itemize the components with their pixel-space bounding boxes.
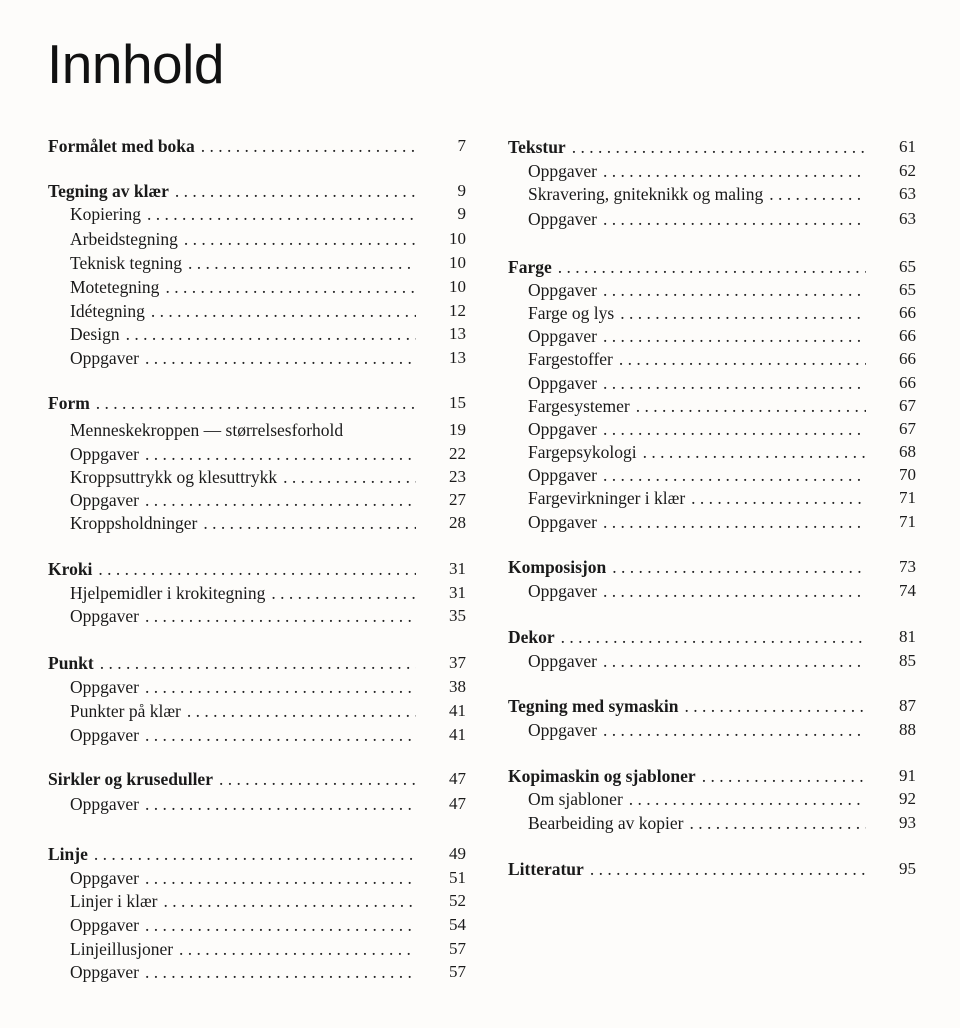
toc-entry <box>528 487 870 509</box>
dot-leader <box>603 650 866 672</box>
toc-page-number: 35 <box>449 606 466 625</box>
toc-page-number: 10 <box>449 229 466 248</box>
toc-page-number: 31 <box>449 559 466 578</box>
toc-entry-label: Oppgaver <box>528 280 598 300</box>
toc-entry-label: Oppgaver <box>528 209 598 229</box>
toc-entry <box>528 650 870 672</box>
toc-entry-label: Kroki <box>48 559 93 579</box>
toc-page-number: 10 <box>449 253 466 272</box>
toc-entry-label: Tegning av klær <box>48 181 169 201</box>
toc-page-number: 57 <box>449 939 466 958</box>
toc-entry-label: Kopiering <box>70 204 141 224</box>
toc-page-number: 66 <box>899 326 916 345</box>
dot-leader <box>603 372 866 394</box>
toc-entry-label: Kroppsholdninger <box>70 513 198 533</box>
toc-entry <box>528 372 870 394</box>
toc-entry-label: Hjelpemidler i krokitegning <box>70 583 266 603</box>
toc-page-number: 71 <box>899 488 916 507</box>
toc-section-heading <box>508 765 870 787</box>
toc-entry-label: Tegning med symaskin <box>508 696 679 716</box>
toc-page-number: 38 <box>449 677 466 696</box>
toc-page-number: 41 <box>449 701 466 720</box>
toc-entry-label: Litteratur <box>508 859 584 879</box>
toc-entry-label: Oppgaver <box>70 444 140 464</box>
toc-page-number: 51 <box>449 868 466 887</box>
toc-entry-label: Oppgaver <box>70 962 140 982</box>
dot-leader <box>603 464 866 486</box>
toc-entry-label: Kroppsuttrykk og klesuttrykk <box>70 467 278 487</box>
toc-entry-label: Linjeillusjoner <box>70 939 174 959</box>
toc-entry-label: Oppgaver <box>528 651 598 671</box>
toc-entry-label: Dekor <box>508 627 555 647</box>
dot-leader <box>603 160 866 182</box>
toc-page-number: 47 <box>449 794 466 813</box>
toc-page-number: 12 <box>449 301 466 320</box>
toc-section-heading <box>508 626 870 648</box>
toc-page-number: 92 <box>899 789 916 808</box>
toc-page-number: 41 <box>449 725 466 744</box>
toc-page-number: 68 <box>899 442 916 461</box>
dot-leader <box>561 626 866 648</box>
toc-entry-label: Oppgaver <box>528 326 598 346</box>
toc-page-number: 57 <box>449 962 466 981</box>
dot-leader <box>603 208 866 230</box>
toc-entry-label: Farge <box>508 257 552 277</box>
dot-leader <box>603 325 866 347</box>
toc-page-number: 93 <box>899 813 916 832</box>
toc-entry-label: Oppgaver <box>528 373 598 393</box>
toc-entry-label: Teknisk tegning <box>70 253 183 273</box>
toc-page-number: 9 <box>457 204 466 223</box>
toc-entry <box>528 511 870 533</box>
toc-entry-label: Oppgaver <box>528 161 598 181</box>
toc-page-number: 54 <box>449 915 466 934</box>
toc-page-number: 19 <box>449 420 466 439</box>
toc-entry-label: Design <box>70 324 120 344</box>
toc-page-number: 66 <box>899 349 916 368</box>
toc-entry-label: Idétegning <box>70 301 145 321</box>
toc-page-number: 13 <box>449 324 466 343</box>
toc-entry <box>528 464 870 486</box>
dot-leader <box>603 719 866 741</box>
toc-entry-label: Sirkler og kruseduller <box>48 769 213 789</box>
toc-entry <box>528 812 870 834</box>
toc-page-number: 65 <box>899 257 916 276</box>
dot-leader <box>612 556 866 578</box>
toc-entry <box>528 788 870 810</box>
toc-page-number: 62 <box>899 161 916 180</box>
toc-page-number: 52 <box>449 891 466 910</box>
toc-entry <box>528 279 870 301</box>
toc-page-number: 49 <box>449 844 466 863</box>
toc-page-number: 88 <box>899 720 916 739</box>
dot-leader <box>691 487 866 509</box>
toc-page-number: 67 <box>899 396 916 415</box>
toc-entry <box>528 719 870 741</box>
toc-page-number: 61 <box>899 137 916 156</box>
toc-entry-label: Oppgaver <box>70 348 140 368</box>
toc-page-number: 66 <box>899 303 916 322</box>
toc-section-heading <box>508 695 870 717</box>
dot-leader <box>769 183 866 205</box>
toc-page-number: 7 <box>457 136 466 155</box>
toc-page-number: 65 <box>899 280 916 299</box>
toc-entry-label: Oppgaver <box>70 915 140 935</box>
dot-leader <box>603 511 866 533</box>
toc-entry-label: Fargesystemer <box>528 396 630 416</box>
toc-page-number: 27 <box>449 490 466 509</box>
toc-entry <box>528 208 870 230</box>
toc-entry <box>528 348 870 370</box>
toc-entry <box>528 183 870 205</box>
toc-entry-label: Oppgaver <box>70 725 140 745</box>
toc-entry-label: Komposisjon <box>508 557 607 577</box>
toc-page-number: 47 <box>449 769 466 788</box>
toc-entry-label: Oppgaver <box>528 419 598 439</box>
toc-entry <box>528 160 870 182</box>
toc-page-number: 13 <box>449 348 466 367</box>
toc-entry-label: Skravering, gniteknikk og maling <box>528 184 764 204</box>
toc-page-number: 31 <box>449 583 466 602</box>
dot-leader <box>603 580 866 602</box>
toc-page-number: 71 <box>899 512 916 531</box>
dot-leader <box>643 441 866 463</box>
toc-entry-label: Om sjabloner <box>528 789 623 809</box>
dot-leader <box>619 348 866 370</box>
page-title: Innhold <box>47 33 224 95</box>
toc-entry-label: Fargestoffer <box>528 349 613 369</box>
toc-entry <box>528 418 870 440</box>
toc-entry-label: Form <box>48 393 90 413</box>
toc-page-number: 95 <box>899 859 916 878</box>
toc-entry <box>528 302 870 324</box>
dot-leader <box>685 695 866 717</box>
toc-entry-label: Kopimaskin og sjabloner <box>508 766 696 786</box>
dot-leader <box>636 395 866 417</box>
toc-page-number: 66 <box>899 373 916 392</box>
dot-leader <box>572 136 866 158</box>
toc-entry-label: Oppgaver <box>70 677 140 697</box>
toc-section-heading <box>508 136 870 158</box>
toc-page-number: 67 <box>899 419 916 438</box>
toc-entry-label: Oppgaver <box>528 720 598 740</box>
toc-page-number: 22 <box>449 444 466 463</box>
toc-section-heading <box>508 556 870 578</box>
toc-page-number: 87 <box>899 696 916 715</box>
toc-entry-label: Fargepsykologi <box>528 442 637 462</box>
toc-entry-label: Punkter på klær <box>70 701 181 721</box>
dot-leader <box>690 812 866 834</box>
toc-entry-label: Oppgaver <box>70 868 140 888</box>
toc-entry <box>528 325 870 347</box>
toc-page-number: 85 <box>899 651 916 670</box>
toc-entry <box>528 441 870 463</box>
toc-entry-label: Oppgaver <box>70 606 140 626</box>
toc-entry-label: Formålet med boka <box>48 136 195 156</box>
toc-entry-label: Oppgaver <box>528 465 598 485</box>
toc-section-heading <box>508 858 870 880</box>
toc-page-number: 28 <box>449 513 466 532</box>
dot-leader <box>603 418 866 440</box>
toc-section-heading <box>508 256 870 278</box>
toc-entry-label: Punkt <box>48 653 94 673</box>
toc-entry-label: Tekstur <box>508 137 566 157</box>
toc-entry-label: Farge og lys <box>528 303 615 323</box>
toc-entry-label: Linjer i klær <box>70 891 158 911</box>
toc-page-number: 73 <box>899 557 916 576</box>
toc-entry-label: Menneskekroppen — størrelsesforhold <box>70 420 344 440</box>
toc-page-number: 37 <box>449 653 466 672</box>
toc-entry-label: Oppgaver <box>70 794 140 814</box>
toc-entry-label: Bearbeiding av kopier <box>528 813 684 833</box>
toc-entry-label: Oppgaver <box>70 490 140 510</box>
toc-page-number: 91 <box>899 766 916 785</box>
dot-leader <box>620 302 866 324</box>
toc-entry <box>528 580 870 602</box>
toc-page-number: 63 <box>899 184 916 203</box>
toc-entry-label: Fargevirkninger i klær <box>528 488 686 508</box>
dot-leader <box>702 765 866 787</box>
toc-page-number: 9 <box>457 181 466 200</box>
toc-page-number: 15 <box>449 393 466 412</box>
toc-entry-label: Oppgaver <box>528 512 598 532</box>
toc-page-number: 74 <box>899 581 916 600</box>
toc-page-number: 81 <box>899 627 916 646</box>
toc-entry-label: Arbeidstegning <box>70 229 178 249</box>
toc-page-number: 63 <box>899 209 916 228</box>
toc-entry-label: Motetegning <box>70 277 160 297</box>
toc-entry-label: Linje <box>48 844 88 864</box>
toc-page-number: 10 <box>449 277 466 296</box>
dot-leader <box>558 256 866 278</box>
dot-leader <box>603 279 866 301</box>
toc-entry-label: Oppgaver <box>528 581 598 601</box>
toc-page-number: 23 <box>449 467 466 486</box>
dot-leader <box>629 788 866 810</box>
dot-leader <box>590 858 866 880</box>
toc-page-number: 70 <box>899 465 916 484</box>
toc-entry <box>528 395 870 417</box>
